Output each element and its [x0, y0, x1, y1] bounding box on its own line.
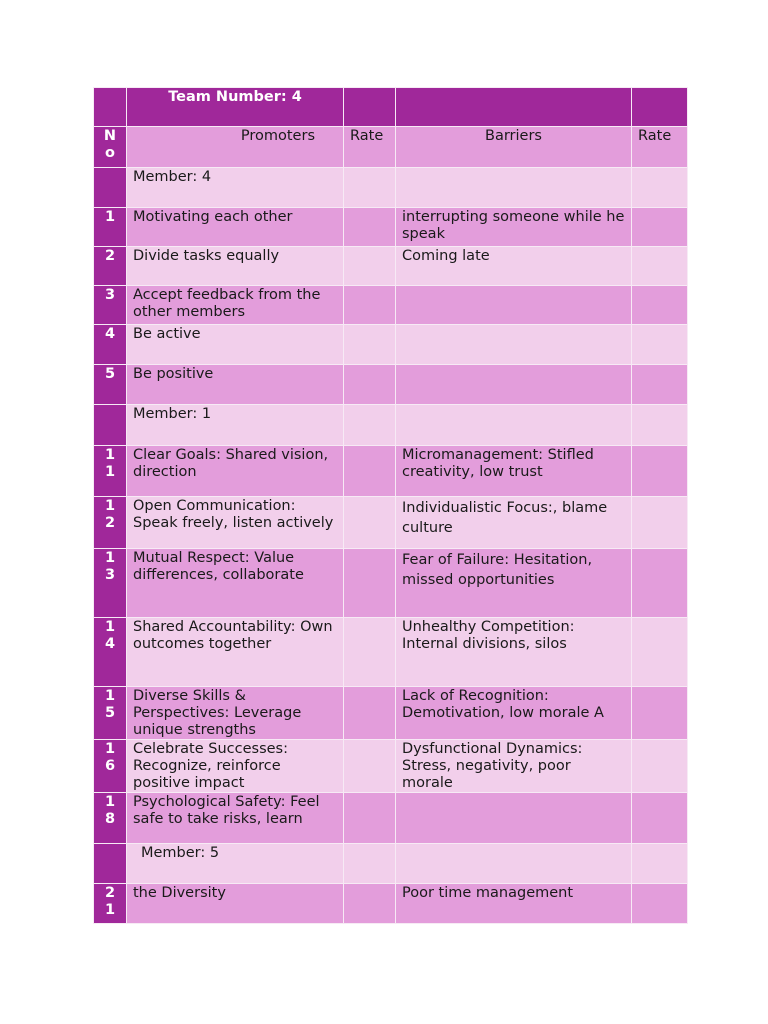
member-row — [94, 844, 688, 884]
rate-cell — [344, 884, 396, 924]
rate-cell — [632, 497, 688, 549]
barrier-cell — [396, 286, 632, 325]
member-row — [94, 168, 688, 208]
table-row — [94, 286, 688, 325]
promoter-cell: Be positive — [127, 365, 344, 405]
table-row — [94, 618, 688, 687]
row-number: 18 — [94, 793, 127, 844]
col-rate1-label: Rate — [344, 127, 396, 168]
table-row — [94, 793, 688, 844]
rate-cell — [344, 793, 396, 844]
rate-cell — [632, 208, 688, 247]
barrier-cell: Lack of Recognition: Demotivation, low morale A — [396, 687, 632, 740]
rate-cell — [632, 793, 688, 844]
promoter-cell: Celebrate Successes: Recognize, reinforce positive impact — [127, 740, 344, 793]
rate-cell — [632, 247, 688, 286]
rate-cell — [632, 446, 688, 497]
barrier-cell — [396, 793, 632, 844]
col-no-label: No — [94, 127, 127, 168]
row-number: 15 — [94, 687, 127, 740]
barrier-cell: Unhealthy Competition: Internal divisions, silos — [396, 618, 632, 687]
promoter-cell: Diverse Skills & Perspectives: Leverage unique strengths — [127, 687, 344, 740]
table-row — [94, 740, 688, 793]
rate-cell — [344, 687, 396, 740]
row-number: 3 — [94, 286, 127, 325]
header-rate1-cell — [344, 88, 396, 127]
rate-cell — [632, 286, 688, 325]
table-row — [94, 884, 688, 924]
member-label: Member: 5 — [127, 844, 344, 884]
table-row — [94, 687, 688, 740]
row-number: 4 — [94, 325, 127, 365]
barrier-cell — [396, 365, 632, 405]
barrier-cell: interrupting someone while he speak — [396, 208, 632, 247]
table-row — [94, 208, 688, 247]
barrier-cell: Dysfunctional Dynamics: Stress, negativity, poor morale — [396, 740, 632, 793]
row-number: 5 — [94, 365, 127, 405]
barrier-cell: Poor time management — [396, 884, 632, 924]
row-number: 11 — [94, 446, 127, 497]
table-row — [94, 247, 688, 286]
row-number: 14 — [94, 618, 127, 687]
rate-cell — [632, 618, 688, 687]
rate-cell — [344, 497, 396, 549]
table-row — [94, 365, 688, 405]
rate-cell — [344, 365, 396, 405]
rate-cell — [632, 365, 688, 405]
promoter-cell: Be active — [127, 325, 344, 365]
barrier-cell: Individualistic Focus:, blame culture — [396, 497, 632, 549]
table-row — [94, 325, 688, 365]
promoter-cell: Psychological Safety: Feel safe to take risks, learn — [127, 793, 344, 844]
promoter-cell: Accept feedback from the other members — [127, 286, 344, 325]
rate-cell — [344, 208, 396, 247]
rate-cell — [632, 687, 688, 740]
rate-cell — [344, 325, 396, 365]
promoter-cell: Divide tasks equally — [127, 247, 344, 286]
barrier-cell — [396, 325, 632, 365]
barrier-cell: Coming late — [396, 247, 632, 286]
rate-cell — [344, 286, 396, 325]
promoter-cell: Clear Goals: Shared vision, direction — [127, 446, 344, 497]
column-header-row — [94, 127, 688, 168]
col-rate2-label: Rate — [632, 127, 688, 168]
promoter-cell: Motivating each other — [127, 208, 344, 247]
rate-cell — [344, 740, 396, 793]
team-table — [93, 87, 688, 924]
rate-cell — [632, 740, 688, 793]
row-number: 13 — [94, 549, 127, 618]
col-barriers-label: Barriers — [396, 127, 632, 168]
barrier-cell: Fear of Failure: Hesitation, missed opportunities — [396, 549, 632, 618]
rate-cell — [344, 446, 396, 497]
col-promoters-label: Promoters — [127, 127, 344, 168]
rate-cell — [632, 325, 688, 365]
rate-cell — [632, 884, 688, 924]
row-number: 21 — [94, 884, 127, 924]
member-label: Member: 4 — [127, 168, 344, 208]
table-row — [94, 549, 688, 618]
team-header-row — [94, 88, 688, 127]
rate-cell — [344, 247, 396, 286]
promoter-cell: Open Communication: Speak freely, listen actively — [127, 497, 344, 549]
rate-cell — [344, 618, 396, 687]
row-number: 1 — [94, 208, 127, 247]
header-no-cell — [94, 88, 127, 127]
promoter-cell: Mutual Respect: Value differences, collaborate — [127, 549, 344, 618]
row-number: 2 — [94, 247, 127, 286]
promoter-cell: Shared Accountability: Own outcomes together — [127, 618, 344, 687]
header-barriers-cell — [396, 88, 632, 127]
header-rate2-cell — [632, 88, 688, 127]
team-title: Team Number: 4 — [127, 88, 344, 127]
member-label: Member: 1 — [127, 405, 344, 446]
table-row — [94, 497, 688, 549]
rate-cell — [632, 549, 688, 618]
row-number: 12 — [94, 497, 127, 549]
barrier-cell: Micromanagement: Stifled creativity, low trust — [396, 446, 632, 497]
row-number: 16 — [94, 740, 127, 793]
rate-cell — [344, 549, 396, 618]
promoter-cell: the Diversity — [127, 884, 344, 924]
member-row — [94, 405, 688, 446]
table-row — [94, 446, 688, 497]
